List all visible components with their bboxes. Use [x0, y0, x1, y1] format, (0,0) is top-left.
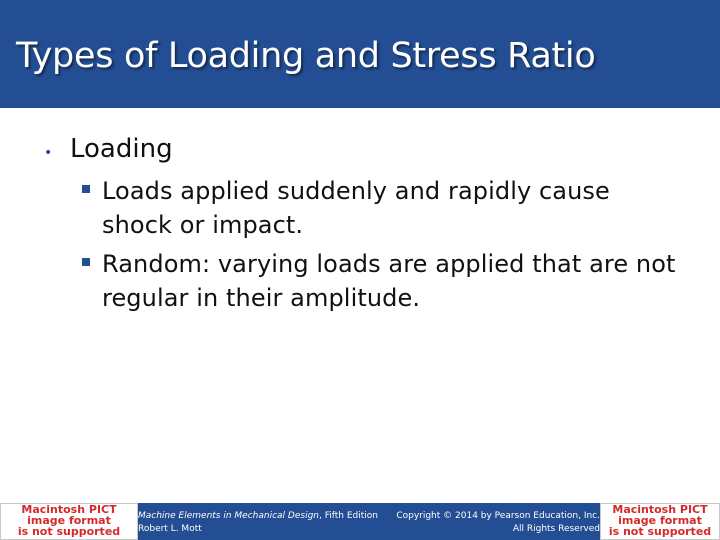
footer-citation: [138, 510, 378, 536]
pict-placeholder-image: Macintosh PICT image format is not supported: [600, 503, 720, 540]
slide-title: Types of Loading and Stress Ratio: [16, 36, 596, 76]
title-bar: [0, 0, 720, 108]
sub-bullet-text: Random: varying loads are applied that are not regular in their amplitude.: [102, 250, 676, 312]
square-bullet-icon: [82, 174, 102, 193]
sub-bullet-text: Loads applied suddenly and rapidly cause shock or impact.: [102, 177, 610, 239]
square-bullet-icon: [82, 247, 102, 266]
book-title: Machine Elements in Mechanical Design: [138, 511, 319, 521]
footer-copyright: [396, 510, 600, 536]
bullet-text: Loading: [70, 134, 173, 164]
sub-bullet-item: [82, 247, 682, 315]
book-author: Robert L. Mott: [138, 524, 202, 534]
rights-text: All Rights Reserved: [512, 524, 600, 534]
book-edition: , Fifth Edition: [318, 511, 378, 521]
pict-placeholder-image: Macintosh PICT image format is not supported: [0, 503, 138, 540]
bullet-item: [44, 133, 173, 165]
bullet-dot-icon: •: [44, 145, 53, 161]
copyright-text: Copyright © 2014 by Pearson Education, Inc.: [396, 511, 600, 521]
sub-bullet-item: [82, 174, 682, 242]
